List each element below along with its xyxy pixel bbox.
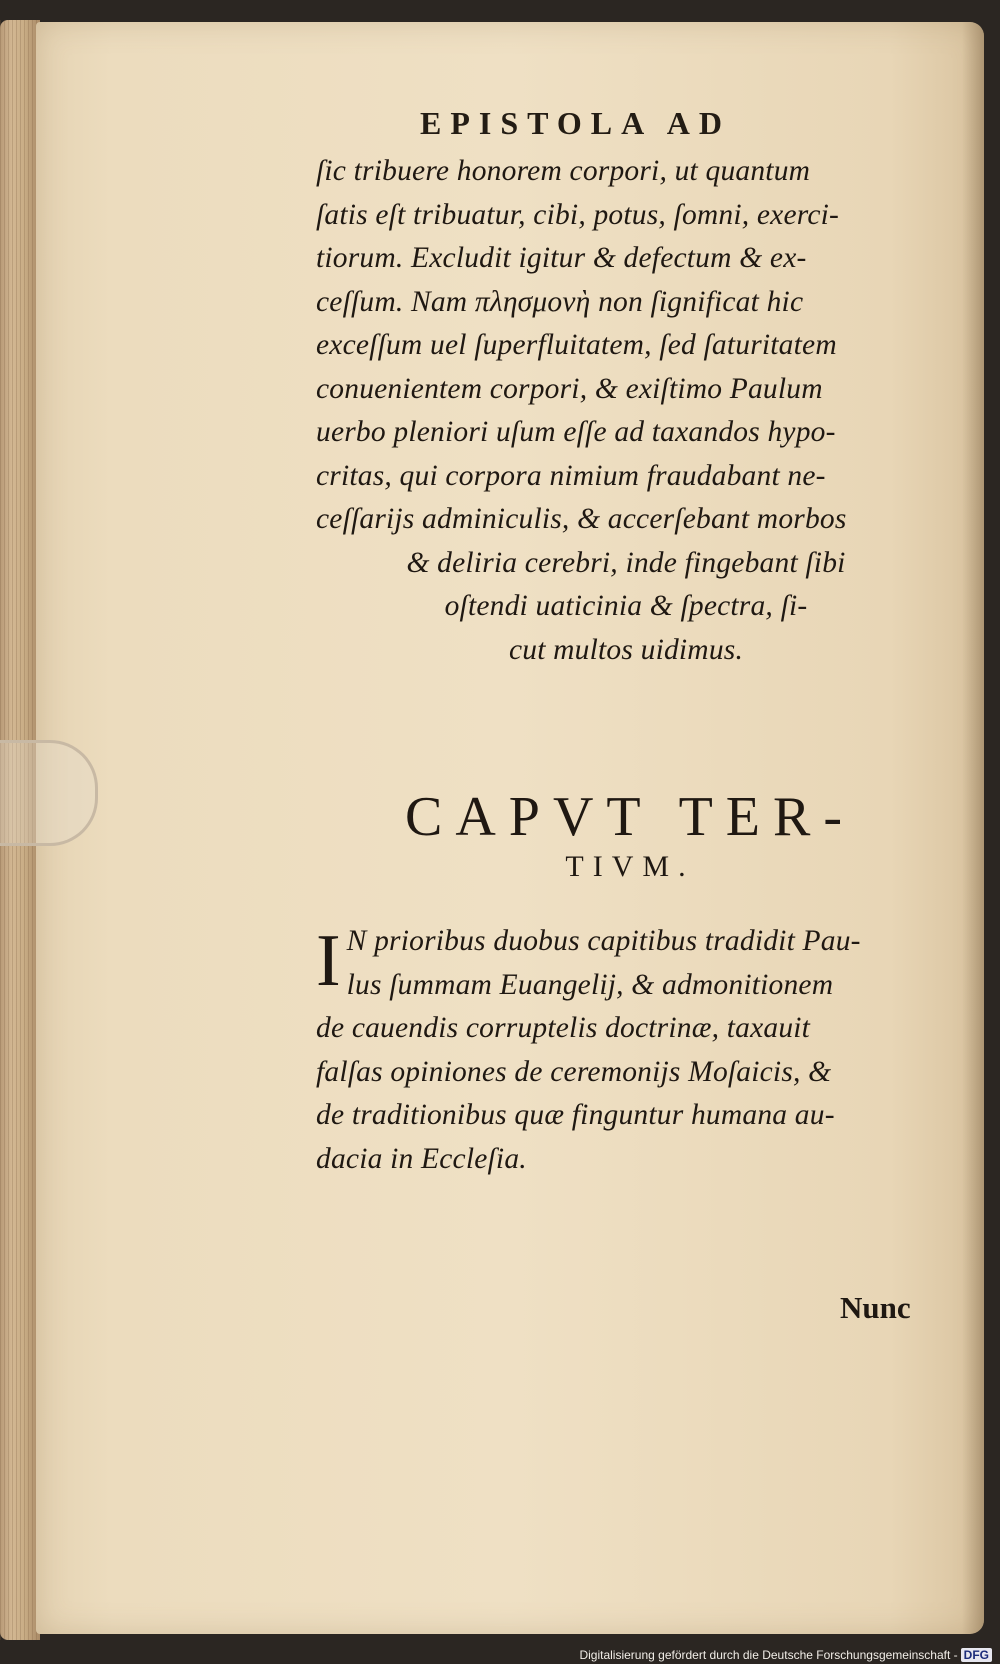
text-line: tiorum. Excludit igitur & defectum & ex- [316, 242, 807, 274]
page-gutter-shadow [962, 22, 984, 1634]
text-line: critas, qui corpora nimium fraudabant ne- [316, 459, 826, 492]
chapter-title: CAPVT TER- [405, 786, 855, 848]
running-head: EPISTOLA AD [420, 105, 731, 141]
text-line: exceſſum uel ſuperfluitatem, ſed ſaturitatem [316, 329, 837, 361]
text-line: ceſſarijs adminiculis, & accerſebant morbos [316, 503, 847, 535]
chapter-subtitle: TIVM. [565, 850, 695, 883]
text-line: lus ſummam Euangelij, & admonitionem [346, 968, 834, 1001]
text-line: N prioribus duobus capitibus tradidit Pau- [346, 925, 861, 957]
text-line: ceſſum. Nam πλησμονὴ non ſignificat hic [316, 285, 804, 318]
text-line: ſatis eſt tribuatur, cibi, potus, ſomni, exerci- [316, 198, 840, 231]
drop-initial: I [316, 920, 341, 1002]
catchword: Nunc [840, 1290, 911, 1325]
text-line: conuenientem corpori, & exiſtimo Paulum [316, 372, 823, 405]
text-line: de cauendis corruptelis doctrinæ, taxauit [316, 1012, 811, 1044]
page-clip [0, 740, 98, 846]
text-line: cut multos uidimus. [508, 633, 744, 666]
text-line: falſas opiniones de ceremonijs Moſaicis, & [316, 1055, 832, 1088]
text-line: ſic tribuere honorem corpori, ut quantum [316, 155, 811, 187]
text-line: de traditionibus quæ finguntur humana au- [316, 1099, 835, 1131]
text-line: oſtendi uaticinia & ſpectra, ſi- [444, 590, 808, 622]
text-line: uerbo pleniori uſum eſſe ad taxandos hypo- [316, 416, 836, 448]
first-paragraph [316, 150, 936, 672]
second-paragraph [316, 920, 936, 1181]
digitization-credit [579, 1648, 992, 1662]
credit-text: Digitalisierung gefördert durch die Deutsche Forschungsgemeinschaft - [579, 1648, 958, 1662]
text-line: & deliria cerebri, inde fingebant ſibi [406, 546, 846, 579]
text-line: dacia in Eccleſia. [316, 1142, 527, 1175]
dfg-logo: DFG [961, 1648, 992, 1662]
